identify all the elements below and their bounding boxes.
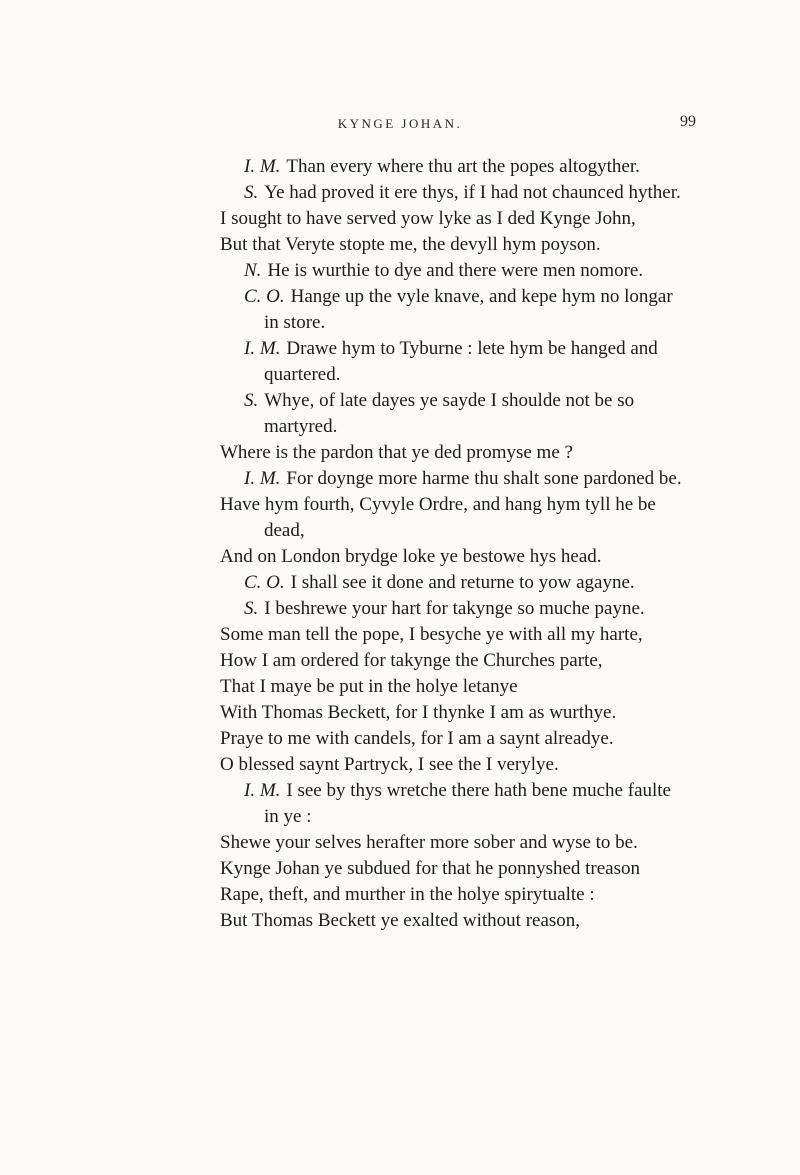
verse-line: [220, 596, 690, 622]
line-text: Where is the pardon that ye ded promyse me ?: [220, 442, 573, 463]
line-text: Shewe your selves herafter more sober and wyse to be.: [220, 832, 638, 853]
line-text: For doynge more harme thu shalt sone pardoned be.: [286, 468, 682, 489]
speaker-label: S.: [244, 598, 259, 619]
line-text: martyred.: [264, 416, 338, 437]
verse-line: [220, 414, 690, 440]
line-text: quartered.: [264, 364, 341, 385]
line-text: Kynge Johan ye subdued for that he ponnyshed treason: [220, 858, 641, 879]
page-number: 99: [680, 113, 696, 130]
verse-line: [220, 362, 690, 388]
line-text: With Thomas Beckett, for I thynke I am as wurthye.: [220, 702, 617, 723]
line-text: O blessed saynt Partryck, I see the I verylye.: [220, 754, 559, 775]
verse-line: [220, 830, 690, 856]
verse-line: [220, 752, 690, 778]
speaker-label: I. M.: [244, 780, 281, 801]
verse-line: [220, 726, 690, 752]
line-text: But that Veryte stopte me, the devyll hym poyson.: [220, 234, 601, 255]
verse-line: [220, 258, 690, 284]
speaker-label: I. M.: [244, 156, 281, 177]
verse-line: [220, 310, 690, 336]
speaker-label: N.: [244, 260, 262, 281]
speaker-label: C. O.: [244, 572, 285, 593]
line-text: dead,: [264, 520, 305, 541]
verse-line: [220, 466, 690, 492]
line-text: But Thomas Beckett ye exalted without reason,: [220, 910, 581, 931]
line-text: Have hym fourth, Cyvyle Ordre, and hang hym tyll he be: [220, 494, 656, 515]
speaker-label: I. M.: [244, 338, 281, 359]
line-text: Rape, theft, and murther in the holye spirytualte :: [220, 884, 595, 905]
line-text: Drawe hym to Tyburne : lete hym be hanged and: [286, 338, 658, 359]
verse-text: [220, 154, 690, 934]
verse-line: [220, 648, 690, 674]
verse-line: [220, 336, 690, 362]
running-head: KYNGE JOHAN.: [337, 116, 463, 131]
verse-line: [220, 180, 690, 206]
verse-line: [220, 570, 690, 596]
verse-line: [220, 492, 690, 518]
line-text: That I maye be put in the holye letanye: [220, 676, 518, 697]
line-text: in store.: [264, 312, 326, 333]
line-text: Some man tell the pope, I besyche ye with all my harte,: [220, 624, 643, 645]
line-text: And on London brydge loke ye bestowe hys head.: [220, 546, 602, 567]
speaker-label: S.: [244, 390, 259, 411]
verse-line: [220, 440, 690, 466]
verse-line: [220, 284, 690, 310]
line-text: Than every where thu art the popes altogyther.: [286, 156, 640, 177]
verse-line: [220, 206, 690, 232]
verse-line: [220, 778, 690, 804]
verse-line: [220, 804, 690, 830]
verse-line: [220, 622, 690, 648]
verse-line: [220, 518, 690, 544]
verse-line: [220, 544, 690, 570]
verse-line: [220, 700, 690, 726]
line-text: I shall see it done and returne to yow agayne.: [290, 572, 635, 593]
line-text: Praye to me with candels, for I am a saynt alreadye.: [220, 728, 614, 749]
line-text: I sought to have served yow lyke as I ded Kynge John,: [220, 208, 636, 229]
speaker-label: C. O.: [244, 286, 285, 307]
verse-line: [220, 154, 690, 180]
line-text: Ye had proved it ere thys, if I had not chaunced hyther.: [264, 182, 681, 203]
line-text: Hange up the vyle knave, and kepe hym no longar: [290, 286, 673, 307]
verse-line: [220, 232, 690, 258]
line-text: He is wurthie to dye and there were men nomore.: [267, 260, 644, 281]
line-text: Whye, of late dayes ye sayde I shoulde not be so: [264, 390, 635, 411]
verse-line: [220, 856, 690, 882]
verse-line: [220, 388, 690, 414]
verse-line: [220, 674, 690, 700]
line-text: in ye :: [264, 806, 312, 827]
verse-line: [220, 908, 690, 934]
speaker-label: S.: [244, 182, 259, 203]
speaker-label: I. M.: [244, 468, 281, 489]
line-text: How I am ordered for takynge the Churches parte,: [220, 650, 603, 671]
verse-line: [220, 882, 690, 908]
line-text: I see by thys wretche there hath bene muche faulte: [286, 780, 671, 801]
line-text: I beshrewe your hart for takynge so muche payne.: [264, 598, 645, 619]
